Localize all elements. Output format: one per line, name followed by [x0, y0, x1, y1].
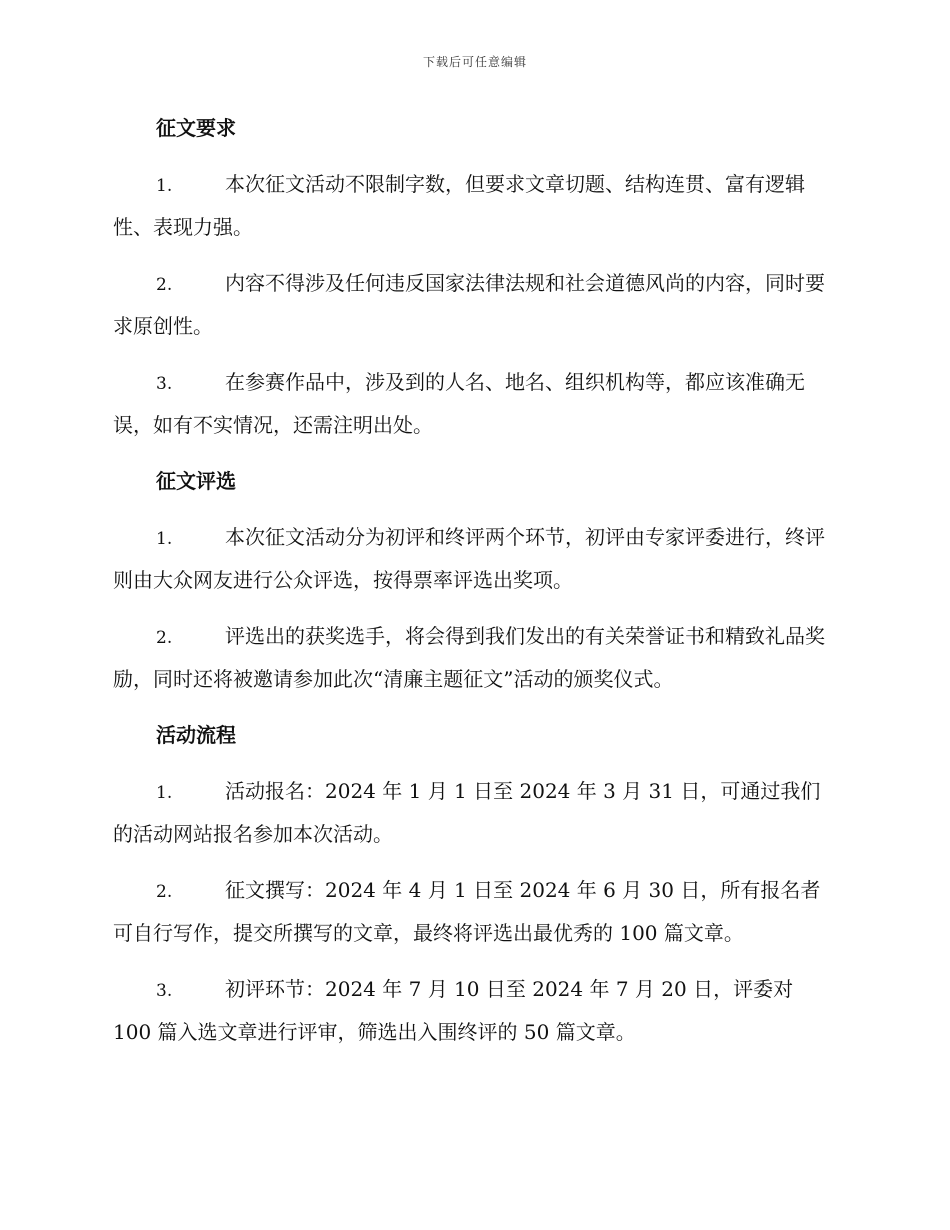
list-text: 内容不得涉及任何违反国家法律法规和社会道德风尚的内容，同时要求原创性。	[113, 271, 825, 338]
list-item	[113, 616, 835, 700]
list-item	[113, 969, 835, 1053]
list-item	[113, 870, 835, 954]
list-number: 2.	[156, 275, 173, 295]
list-item	[113, 263, 835, 347]
list-number: 1.	[156, 783, 173, 803]
list-number: 1.	[156, 529, 173, 549]
list-number: 1.	[156, 176, 173, 196]
list-number: 3.	[156, 981, 173, 1001]
list-text: 评选出的获奖选手，将会得到我们发出的有关荣誉证书和精致礼品奖励，同时还将被邀请参加此次“清廉主题征文”活动的颁奖仪式。	[113, 624, 825, 691]
list-text: 活动报名：2024 年 1 月 1 日至 2024 年 3 月 31 日，可通过我们的活动网站报名参加本次活动。	[113, 779, 821, 846]
list-number: 2.	[156, 882, 173, 902]
list-text: 在参赛作品中，涉及到的人名、地名、组织机构等，都应该准确无误，如有不实情况，还需注明出处。	[113, 370, 805, 437]
list-number: 2.	[156, 628, 173, 648]
section-heading-selection: 征文评选	[156, 469, 236, 493]
document-body	[113, 108, 835, 1068]
page-header: 下载后可任意编辑	[422, 55, 527, 69]
list-item	[113, 771, 835, 855]
list-text: 征文撰写：2024 年 4 月 1 日至 2024 年 6 月 30 日，所有报名者可自行写作，提交所撰写的文章，最终将评选出最优秀的 100 篇文章。	[113, 878, 821, 945]
list-text: 本次征文活动不限制字数，但要求文章切题、结构连贯、富有逻辑性、表现力强。	[113, 172, 805, 239]
list-text: 初评环节：2024 年 7 月 10 日至 2024 年 7 月 20 日，评委对 100 篇入选文章进行评审，筛选出入围终评的 50 篇文章。	[113, 977, 794, 1044]
section-heading-requirements: 征文要求	[156, 116, 236, 140]
list-item	[113, 164, 835, 248]
list-item	[113, 362, 835, 446]
list-text: 本次征文活动分为初评和终评两个环节，初评由专家评委进行，终评则由大众网友进行公众评选，按得票率评选出奖项。	[113, 525, 825, 592]
list-number: 3.	[156, 374, 173, 394]
section-heading-process: 活动流程	[156, 723, 236, 747]
list-item	[113, 517, 835, 601]
